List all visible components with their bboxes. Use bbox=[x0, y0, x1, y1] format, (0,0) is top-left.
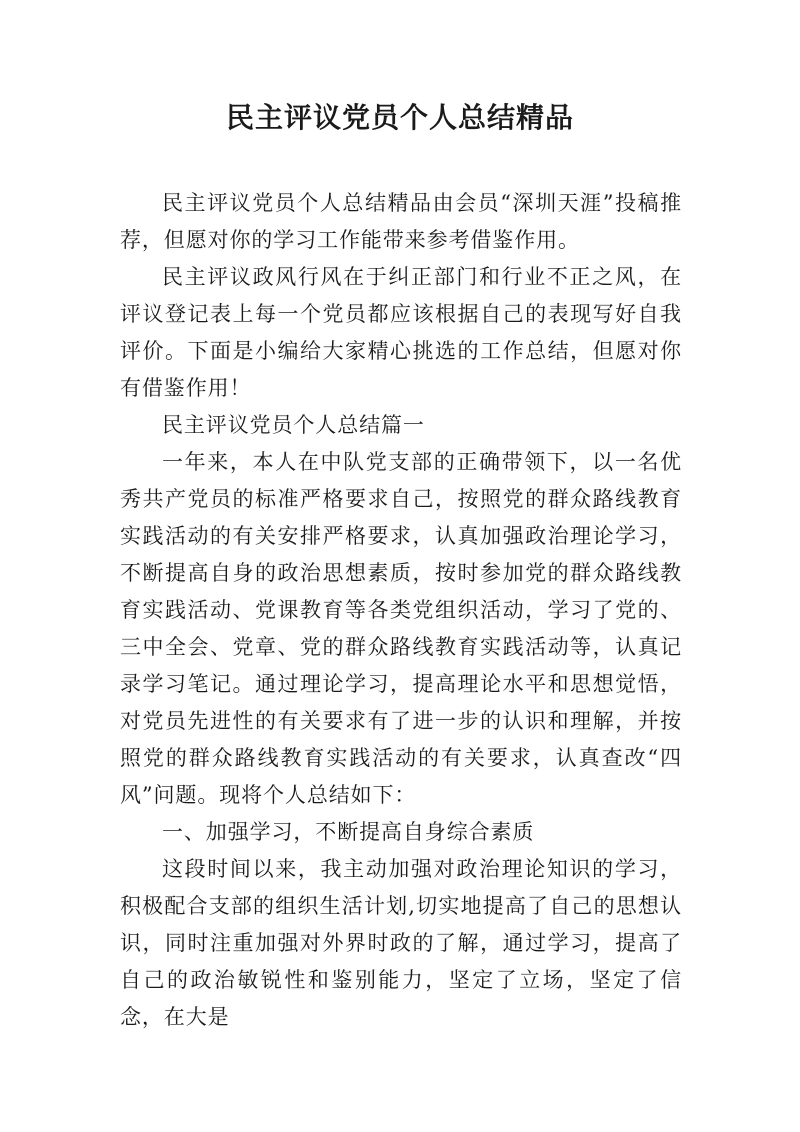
section-heading-part-one: 民主评议党员个人总结篇一 bbox=[162, 413, 425, 437]
section-heading-study: 一、加强学习，不断提高自身综合素质 bbox=[162, 820, 535, 844]
document-body bbox=[120, 185, 682, 1036]
intro-paragraph: 民主评议党员个人总结精品由会员“深圳天涯”投稿推荐，但愿对你的学习工作能带来参考借鉴作用。 bbox=[120, 191, 682, 252]
body-paragraph-overview: 一年来，本人在中队党支部的正确带领下，以一名优秀共产党员的标准严格要求自己，按照党的群众路线教育实践活动的有关安排严格要求，认真加强政治理论学习，不断提高自身的政治思想素质，按时参加党的群众路线教育实践活动、党课教育等各类党组织活动，学习了党的、三中全会、党章、党的群众路线教育实践活动等，认真记录学习笔记。通过理论学习，提高理论水平和思想觉悟，对党员先进性的有关要求有了进一步的认识和理解，并按照党的群众路线教育实践活动的有关要求，认真查改“四风”问题。现将个人总结如下： bbox=[120, 450, 682, 807]
summary-paragraph: 民主评议政风行风在于纠正部门和行业不正之风，在评议登记表上每一个党员都应该根据自己的表现写好自我评价。下面是小编给大家精心挑选的工作总结，但愿对你有借鉴作用！ bbox=[120, 265, 682, 400]
document-title: 民主评议党员个人总结精品 bbox=[225, 101, 574, 134]
body-paragraph-study: 这段时间以来，我主动加强对政治理论知识的学习，积极配合支部的组织生活计划,切实地提高了自己的思想认识，同时注重加强对外界时政的了解，通过学习，提高了自己的政治敏锐性和鉴别能力，坚定了立场，坚定了信念，在大是 bbox=[120, 857, 682, 1029]
